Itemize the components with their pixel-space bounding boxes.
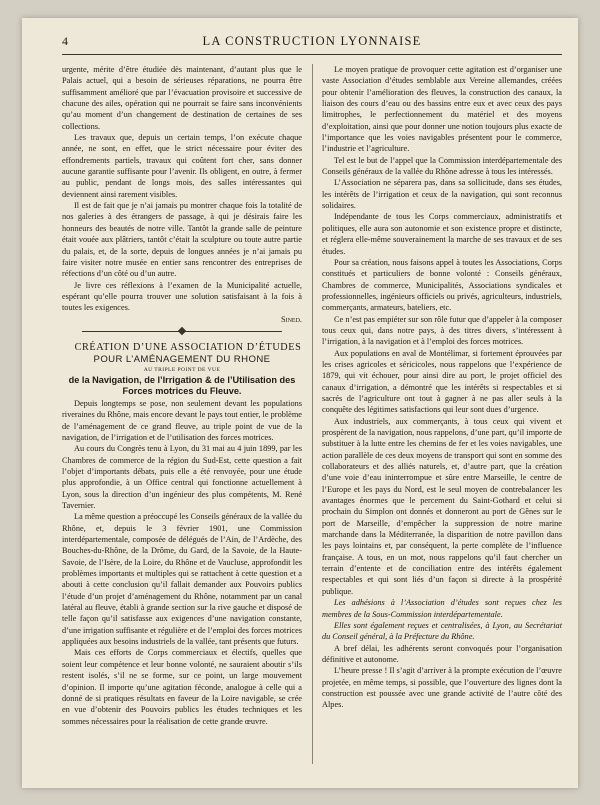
header-rule	[62, 54, 562, 55]
paragraph: La même question a préoccupé les Conseils généraux de la vallée du Rhône, et, depuis le 3 février 1901, une Commission interdépartementale, composée de délégués de l’Ain, de l’Ardèche, des Bouches-du-Rhône, de la Drôme, du Gard, de la Savoie, de la Haute-Savoie, de l’Isère, de la Loire, du Rhône et de Vaucluse, approfondit les problèmes importants et multiples qui se rattachent à cette question et a abouti à cette conclusion qu’il fallait demander aux Pouvoirs publics l’étude d’un projet d’aménagement du Rhône, notamment par un canal latéral au fleuve, établi à grande section sur la rive gauche et disposé de telle façon qu’il satisfasse aux exigences d’une navigation constante, d’une irrigation suffisante et régulière et de l’emploi des forces motrices appliquées aux besoins industriels de la vallée, tant présents que futurs.	[62, 512, 302, 647]
paragraph: urgente, mérite d’être étudiée dès maintenant, d’autant plus que le Palais actuel, qui a besoin de sérieuses réparations, ne pourra être suffisamment amélioré que par l’évacuation provisoire et successive de chacune des ailes, opération qui ne pourrait se faire sans inconvénients qu’au moment d’un changement de destination de certaines de ses collections.	[62, 65, 302, 131]
paragraph: Pour sa création, nous faisons appel à toutes les Associations, Corps constitués et particuliers de bonne volonté : Conseils généraux, Chambres de commerce, Municipalités, Associations syndicales et professionnelles, ingénieurs officiels ou privés, agriculteurs, industriels, commerçants, armateurs, bateliers, etc.	[322, 257, 562, 313]
paragraph: Le moyen pratique de provoquer cette agitation est d’organiser une vaste Association d’études semblable aux Vereine allemandes, créées pour obtenir l’amélioration des fleuves, la construction des canaux, la liaison des cours d’eau ou des bassins entre eux et avec ceux des pays limitrophes, le perfectionnement du matériel et des moyens d’exploitation, ainsi que pour donner une notion toujours plus exacte de l’importance que les voies navigables présentent pour le commerce, l’industrie et l’agriculture.	[322, 65, 562, 154]
article-subtitle: POUR L’AMÉNAGEMENT DU RHONE	[93, 353, 271, 365]
journal-title: LA CONSTRUCTION LYONNAISE	[202, 34, 422, 48]
page-header	[62, 34, 562, 54]
paragraph: Aux industriels, aux commerçants, à tous ceux qui vivent et prospèrent de la navigation, nous rappelons, d’une part, qu’il importe de substituer à la lutte entre les chemins de fer et les voies navigables, une action parallèle de ces deux moyens de transport qui sont en somme des collaborateurs et des alliés naturels, et, d’autre part, que la création d’une voie d’eau ininterrompue et sûre entre Marseille, le centre de l’Europe et les pays du Nord, est le seul moyen de contrebalancer les avantages énormes que le percement du Saint-Gothard et celui si prochain du Simplon ont donnés et donneront au port de Gênes sur le port de Marseille, d’empêcher la suppression de notre marine marchande dans la Méditerranée, la disparition de notre pavillon dans les pays lointains et, par conséquent, la perte complète de l’influence française. A tous, en un mot, nous rappelons qu’il faut chercher un terrain d’entente et de conciliation entre des intérêts également respectables et qui sont liés d’un façon si directe à la prospérité publique.	[322, 416, 562, 596]
section-separator	[82, 327, 282, 335]
italic-paragraph: Elles sont également reçues et centralisées, à Lyon, au Secrétariat du Conseil général, à la Préfecture du Rhône.	[322, 620, 562, 642]
article-title: CRÉATION D’UNE ASSOCIATION D’ÉTUDES	[74, 341, 302, 353]
paragraph: Les travaux que, depuis un certain temps, l’on exécute chaque année, ne sont, en effet, que le strict nécessaire pour éviter des effondrements partiels, travaux qui coûtent fort cher, sans donner aucune garantie suffisante pour l’avenir. Ils obligent, en outre, à fermer au public, pendant de longs mois, des salles intéressantes qui deviennent ainsi rarement visibles.	[62, 133, 302, 199]
paragraph: Il est de fait que je n’ai jamais pu montrer chaque fois la totalité de nos galeries à des étrangers de passage, à qui je désirais faire les honneurs des beautés de notre ville. Tantôt la grande salle de peinture était vouée aux plâtriers, tantôt c’était la sculpture ou toute autre partie du palais, et, de la sorte, depuis de longues années je n’ai jamais pu faire visiter notre musée en entier sans rencontrer des entreprises de réfections d’un côté ou d’un autre.	[62, 201, 302, 279]
paragraph: Indépendante de tous les Corps commerciaux, administratifs et politiques, elle aura son autonomie et son existence propre et distincte, et réglera elle-même souverainement la marche de ses travaux et de ses études.	[322, 212, 562, 256]
paragraph: Je livre ces réflexions à l’examen de la Municipalité actuelle, espérant qu’elle pourra trouver une solution satisfaisant à la fois à toutes les exigences.	[62, 280, 302, 313]
paragraph: A bref délai, les adhérents seront convoqués pour l’organisation définitive et autonome.	[322, 643, 562, 664]
article-subtitle-bold: de la Navigation, de l’Irrigation & de l’Utilisation des Forces motrices du Fleuve.	[68, 374, 296, 397]
paragraph: Ce n’est pas empiéter sur son rôle futur que d’appeler à la composer tous ceux qui, dans notre pays, à des titres divers, s’intéressent à l’irrigation, à la navigation et à l’emploi des forces motrices.	[322, 314, 562, 347]
paragraph: L’heure presse ! Il s’agit d’arriver à la prompte exécution de l’œuvre projetée, en même temps, si possible, que l’ouverture des lignes dont la construction est poussée avec une grande activité de l’autre côté des Alpes.	[322, 666, 562, 710]
paragraph: Tel est le but de l’appel que la Commission interdépartementale des Conseils généraux de la vallée du Rhône adresse à tous les intéressés.	[322, 155, 562, 177]
paragraph: Aux populations en aval de Montélimar, si fortement éprouvées par les crises agricoles et séricicoles, nous rappelons que l’expérience de 1879, qui vit échouer, pour ainsi dire au port, le projet officiel des canaux d’irrigation, a démontré que les intérêts si respectables et si sacrés de l’agriculture ont tout à gagner à ne pas aller seuls à la conquête des légitimes satisfactions qui leur sont dues d’urgence.	[322, 348, 562, 415]
right-column	[322, 64, 562, 711]
paragraph: Mais ces efforts de Corps commerciaux et électifs, quelles que soient leur compétence et leur bonne volonté, ne sauraient aboutir s’ils restent isolés, s’il ne se forme, sur ce point, un large mouvement d’opinion. Il importe qu’une agitation féconde, analogue à celle qui a donné de si pratiques résultats en faveur de la Loire navigable, se crée en vue d’obtenir des Pouvoirs publics les études techniques et les sommes nécessaires pour la réalisation de cette grande œuvre.	[62, 648, 302, 726]
article-subtitle-small: AU TRIPLE POINT DE VUE	[143, 366, 221, 373]
paragraph: L’Association ne séparera pas, dans sa sollicitude, dans ses études, les intérêts de l’irrigation et ceux de la navigation, qui sont reconnus solidaires.	[322, 178, 562, 211]
paragraph: Depuis longtemps se pose, non seulement devant les populations riveraines du Rhône, mais encore devant le pays tout entier, le problème de l’aménagement de ce grand fleuve, au triple point de vue de la navigation, de l’irrigation et de l’utilisation des forces motrices.	[62, 398, 302, 442]
author-signature: Sined.	[280, 314, 302, 324]
page-number: 4	[62, 34, 68, 48]
page-sheet	[22, 18, 578, 788]
ornament-diamond	[178, 327, 186, 335]
column-divider	[312, 64, 313, 764]
italic-paragraph: Les adhésions à l’Association d’études sont reçues chez les membres de la Sous-Commission interdépartementale.	[322, 598, 562, 619]
left-column	[62, 64, 302, 727]
paragraph: Au cours du Congrès tenu à Lyon, du 31 mai au 4 juin 1899, par les Chambres de commerce de la région du Sud-Est, cette question a fait l’objet d’importants débats, puis elle a été renvoyée, pour une étude plus approfondie, à un Office central qui fonctionne actuellement à Lyon, sous la direction d’un ingénieur des plus compétents, M. René Tavernier.	[62, 444, 302, 510]
